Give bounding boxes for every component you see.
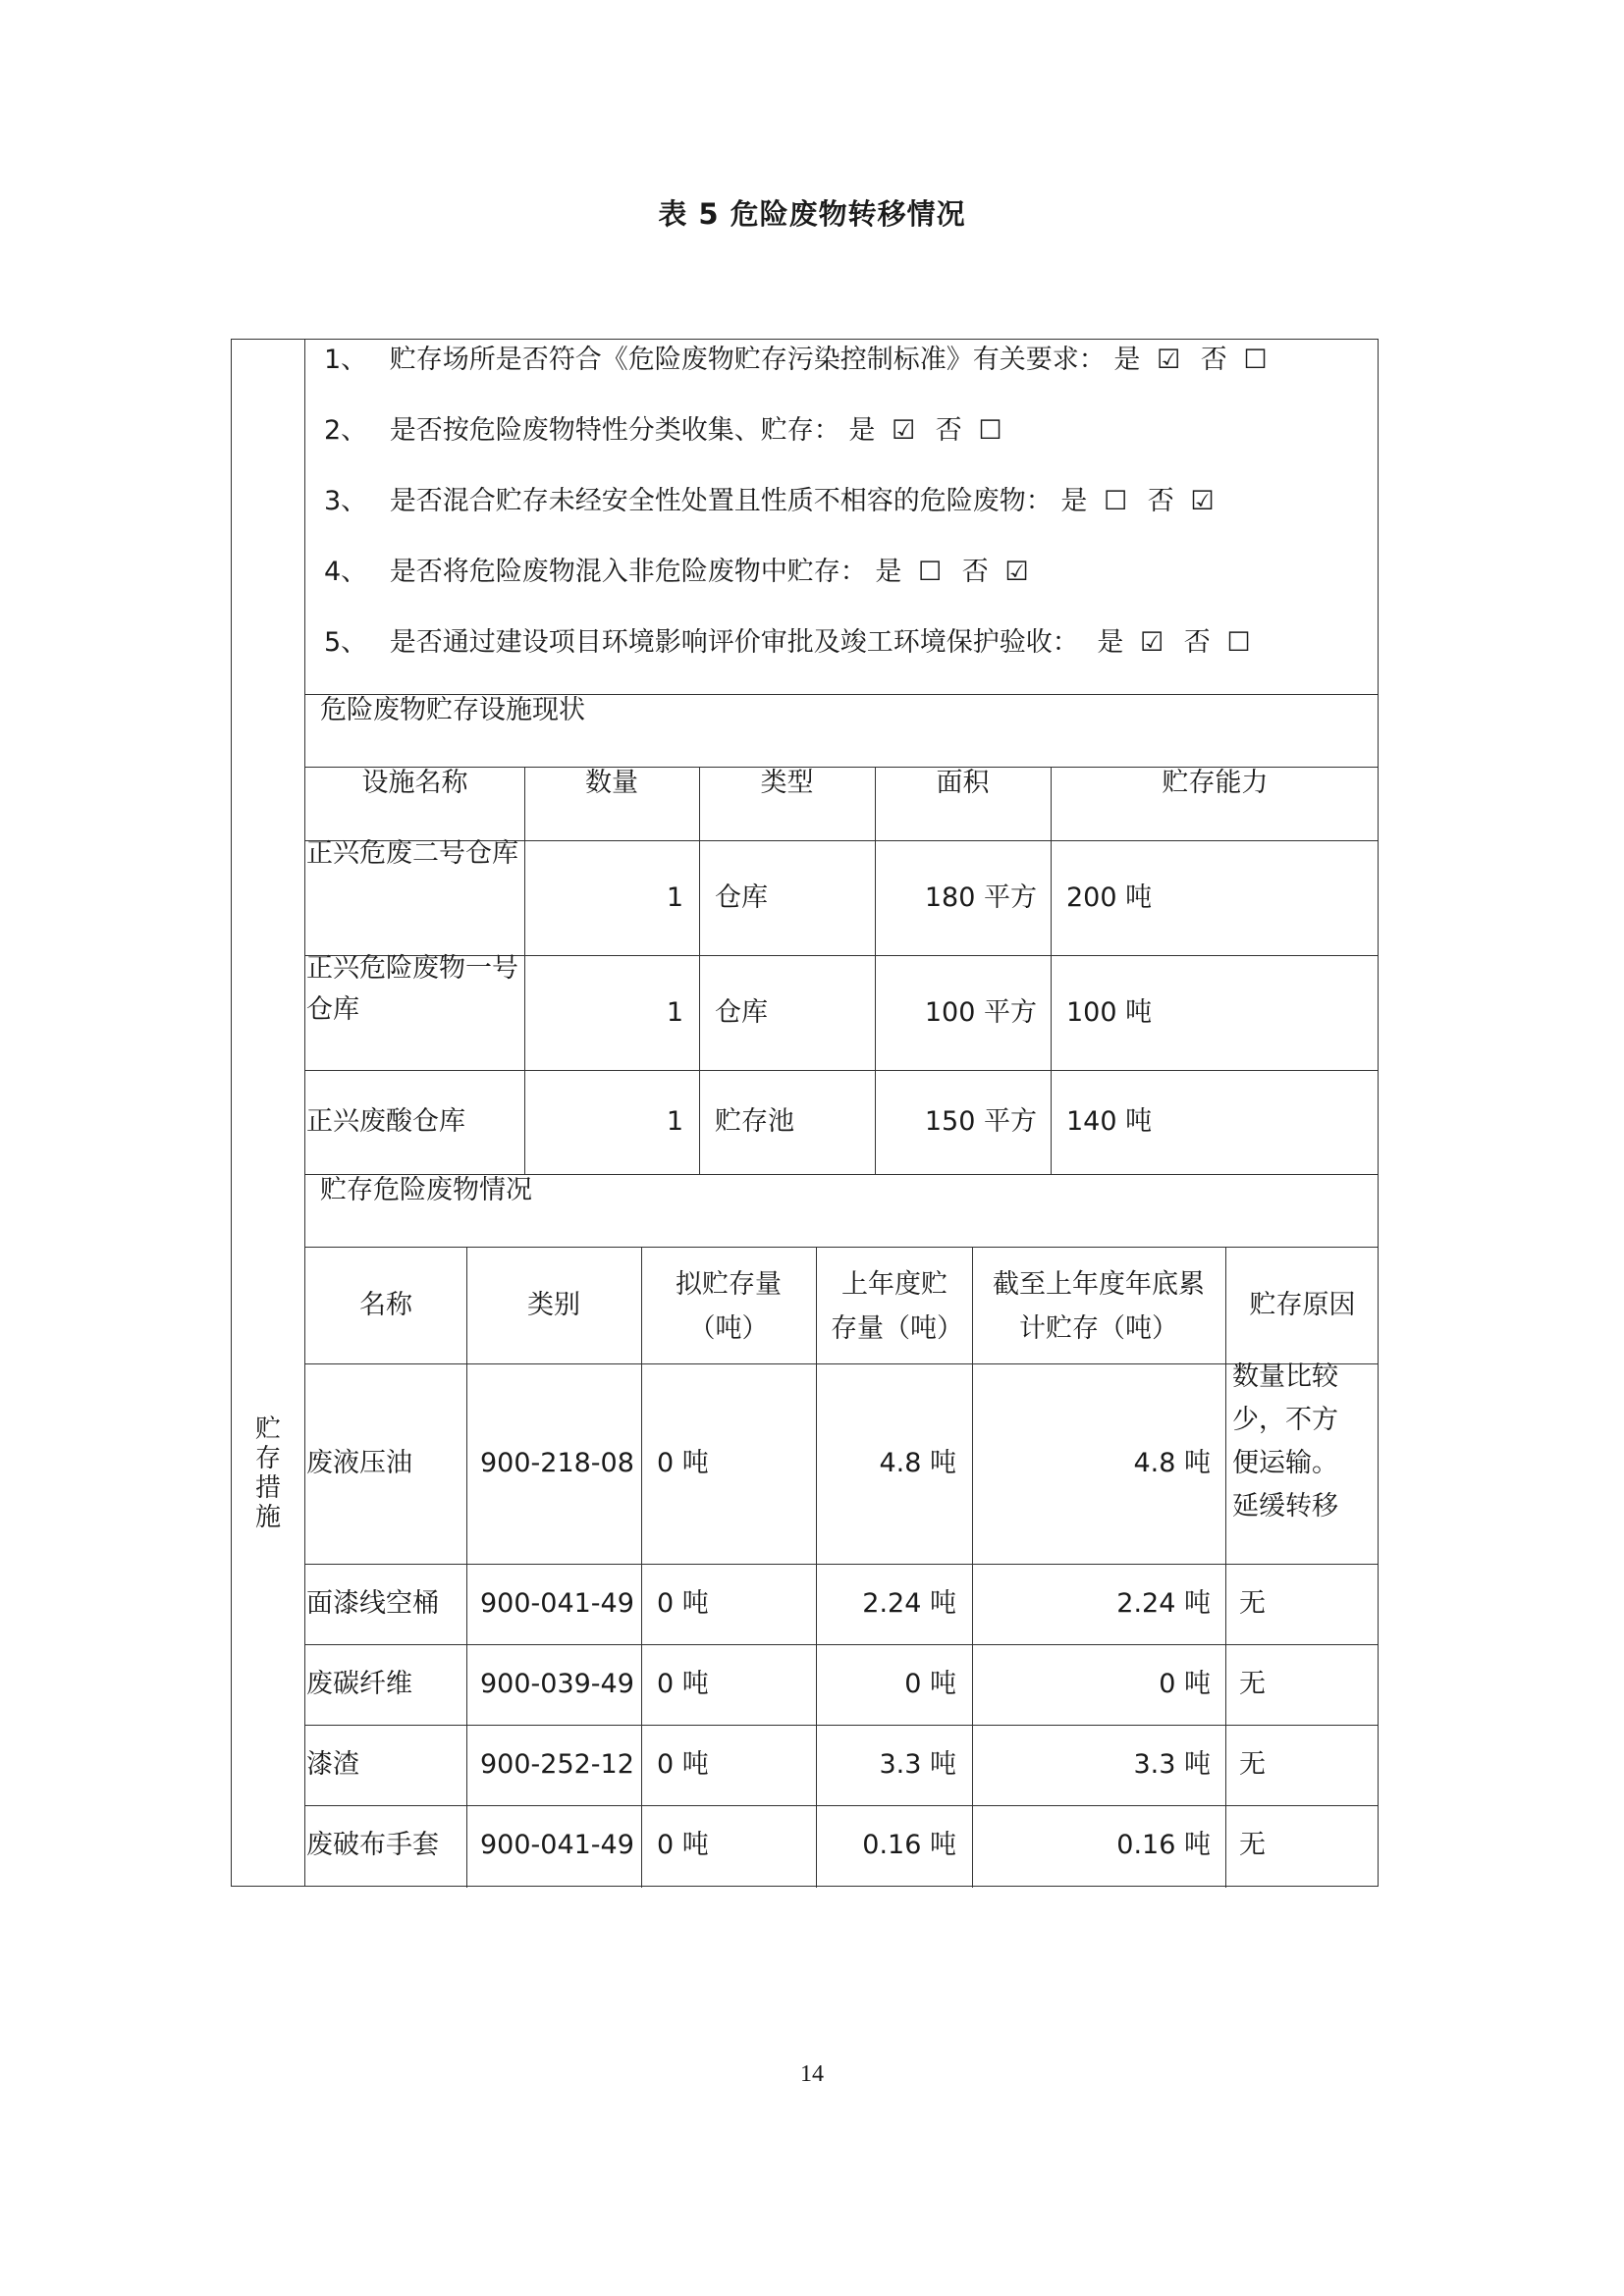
waste-name: 废破布手套 [306, 1830, 439, 1860]
waste-code: 900-218-08 [480, 1448, 634, 1478]
waste-header-name: 名称 [359, 1290, 412, 1320]
check-number: 3、 [324, 486, 368, 516]
waste-cumulative: 2.24 吨 [1116, 1588, 1211, 1619]
check-item-3 [324, 481, 1215, 522]
page-title: 表 5 危险废物转移情况 [658, 197, 966, 231]
check-item-5 [324, 622, 1251, 664]
waste-reason: 数量比较少，不方便运输。延缓转移 [1232, 1362, 1338, 1522]
side-char: 施 [254, 1503, 281, 1532]
no-checkbox[interactable]: ☑ [1190, 486, 1215, 516]
facility-header-type: 类型 [760, 768, 814, 798]
check-text: 是否将危险废物混入非危险废物中贮存： [389, 557, 867, 587]
storage-measures-table [231, 339, 1379, 1887]
yes-label: 是 [848, 415, 876, 446]
side-label [232, 1415, 304, 1532]
facility-name: 正兴危废二号仓库 [306, 838, 518, 869]
waste-header-cumulative: 截至上年度年底累计贮存（吨） [993, 1269, 1205, 1344]
waste-code: 900-041-49 [480, 1588, 634, 1619]
waste-reason: 无 [1239, 1749, 1266, 1780]
waste-cumulative: 4.8 吨 [1133, 1448, 1211, 1478]
waste-cumulative: 3.3 吨 [1133, 1749, 1211, 1780]
column-line [641, 1247, 642, 1888]
check-text: 是否通过建设项目环境影响评价审批及竣工环境保护验收： [389, 627, 1079, 658]
waste-code: 900-252-12 [480, 1749, 634, 1780]
waste-last-year: 2.24 吨 [862, 1588, 956, 1619]
no-checkbox[interactable]: ☑ [1004, 557, 1029, 587]
waste-planned: 0 吨 [657, 1749, 709, 1780]
column-line [816, 1247, 817, 1888]
column-line [1225, 1247, 1226, 1888]
yes-label: 是 [1113, 345, 1141, 375]
facility-name: 正兴废酸仓库 [306, 1106, 465, 1137]
waste-last-year: 3.3 吨 [879, 1749, 956, 1780]
facility-capacity: 140 吨 [1066, 1106, 1153, 1137]
facility-type: 仓库 [715, 997, 768, 1028]
facility-area: 100 平方 [924, 997, 1037, 1028]
waste-code: 900-039-49 [480, 1669, 634, 1699]
facility-capacity: 200 吨 [1066, 882, 1153, 913]
waste-reason: 无 [1239, 1669, 1266, 1699]
no-checkbox[interactable]: ☐ [1243, 345, 1268, 375]
check-item-4 [324, 552, 1029, 593]
side-char: 措 [254, 1473, 281, 1503]
no-label: 否 [961, 557, 989, 587]
yes-checkbox[interactable]: ☑ [1156, 345, 1181, 375]
no-checkbox[interactable]: ☐ [1226, 627, 1251, 658]
waste-planned: 0 吨 [657, 1830, 709, 1860]
yes-label: 是 [1060, 486, 1088, 516]
yes-checkbox[interactable]: ☑ [891, 415, 916, 446]
waste-code: 900-041-49 [480, 1830, 634, 1860]
waste-header-code: 类别 [527, 1290, 580, 1320]
waste-planned: 0 吨 [657, 1669, 709, 1699]
check-text: 贮存场所是否符合《危险废物贮存污染控制标准》有关要求： [389, 345, 1106, 375]
no-checkbox[interactable]: ☐ [978, 415, 1002, 446]
waste-name: 面漆线空桶 [306, 1588, 439, 1619]
waste-name: 废碳纤维 [306, 1669, 412, 1699]
waste-name: 漆渣 [306, 1749, 359, 1780]
waste-cumulative: 0 吨 [1159, 1669, 1211, 1699]
page-number: 14 [800, 2061, 824, 2087]
check-item-1 [324, 340, 1268, 381]
facility-qty: 1 [666, 882, 683, 913]
no-label: 否 [1200, 345, 1227, 375]
yes-label: 是 [875, 557, 902, 587]
facility-capacity: 100 吨 [1066, 997, 1153, 1028]
waste-reason: 无 [1239, 1588, 1266, 1619]
waste-header-reason: 贮存原因 [1249, 1290, 1356, 1320]
column-line [466, 1247, 467, 1888]
check-number: 5、 [324, 627, 368, 658]
check-text: 是否按危险废物特性分类收集、贮存： [389, 415, 840, 446]
check-text: 是否混合贮存未经安全性处置且性质不相容的危险废物： [389, 486, 1053, 516]
facility-header-qty: 数量 [585, 768, 638, 798]
wastes-heading: 贮存危险废物情况 [320, 1175, 532, 1205]
waste-header-planned: 拟贮存量（吨） [676, 1269, 782, 1344]
facility-header-capacity: 贮存能力 [1162, 768, 1269, 798]
facilities-heading: 危险废物贮存设施现状 [320, 695, 585, 725]
check-number: 2、 [324, 415, 368, 446]
facility-header-area: 面积 [936, 768, 990, 798]
yes-checkbox[interactable]: ☐ [917, 557, 943, 587]
facility-qty: 1 [666, 997, 683, 1028]
facility-type: 仓库 [715, 882, 768, 913]
column-line [1051, 767, 1052, 1174]
check-number: 4、 [324, 557, 368, 587]
rule [305, 1070, 1378, 1071]
facility-header-name: 设施名称 [361, 768, 468, 798]
no-label: 否 [1147, 486, 1174, 516]
check-item-2 [324, 410, 1002, 452]
side-char: 贮 [254, 1415, 281, 1444]
waste-planned: 0 吨 [657, 1448, 709, 1478]
waste-header-last-year: 上年度贮存量（吨） [831, 1269, 963, 1344]
yes-checkbox[interactable]: ☑ [1139, 627, 1164, 658]
yes-label: 是 [1097, 627, 1124, 658]
waste-cumulative: 0.16 吨 [1116, 1830, 1211, 1860]
facility-name: 正兴危险废物一号仓库 [306, 953, 518, 1025]
waste-reason: 无 [1239, 1830, 1266, 1860]
facility-type: 贮存池 [715, 1106, 794, 1137]
waste-planned: 0 吨 [657, 1588, 709, 1619]
waste-last-year: 0 吨 [904, 1669, 956, 1699]
check-number: 1、 [324, 345, 368, 375]
waste-last-year: 0.16 吨 [862, 1830, 956, 1860]
facility-qty: 1 [666, 1106, 683, 1137]
column-line [972, 1247, 973, 1888]
waste-last-year: 4.8 吨 [879, 1448, 956, 1478]
side-column [232, 340, 305, 1886]
no-label: 否 [1183, 627, 1211, 658]
no-label: 否 [935, 415, 962, 446]
yes-checkbox[interactable]: ☐ [1103, 486, 1128, 516]
facility-area: 150 平方 [924, 1106, 1037, 1137]
side-char: 存 [254, 1444, 281, 1473]
column-line [699, 767, 700, 1174]
waste-name: 废液压油 [306, 1448, 412, 1478]
facility-area: 180 平方 [924, 882, 1037, 913]
